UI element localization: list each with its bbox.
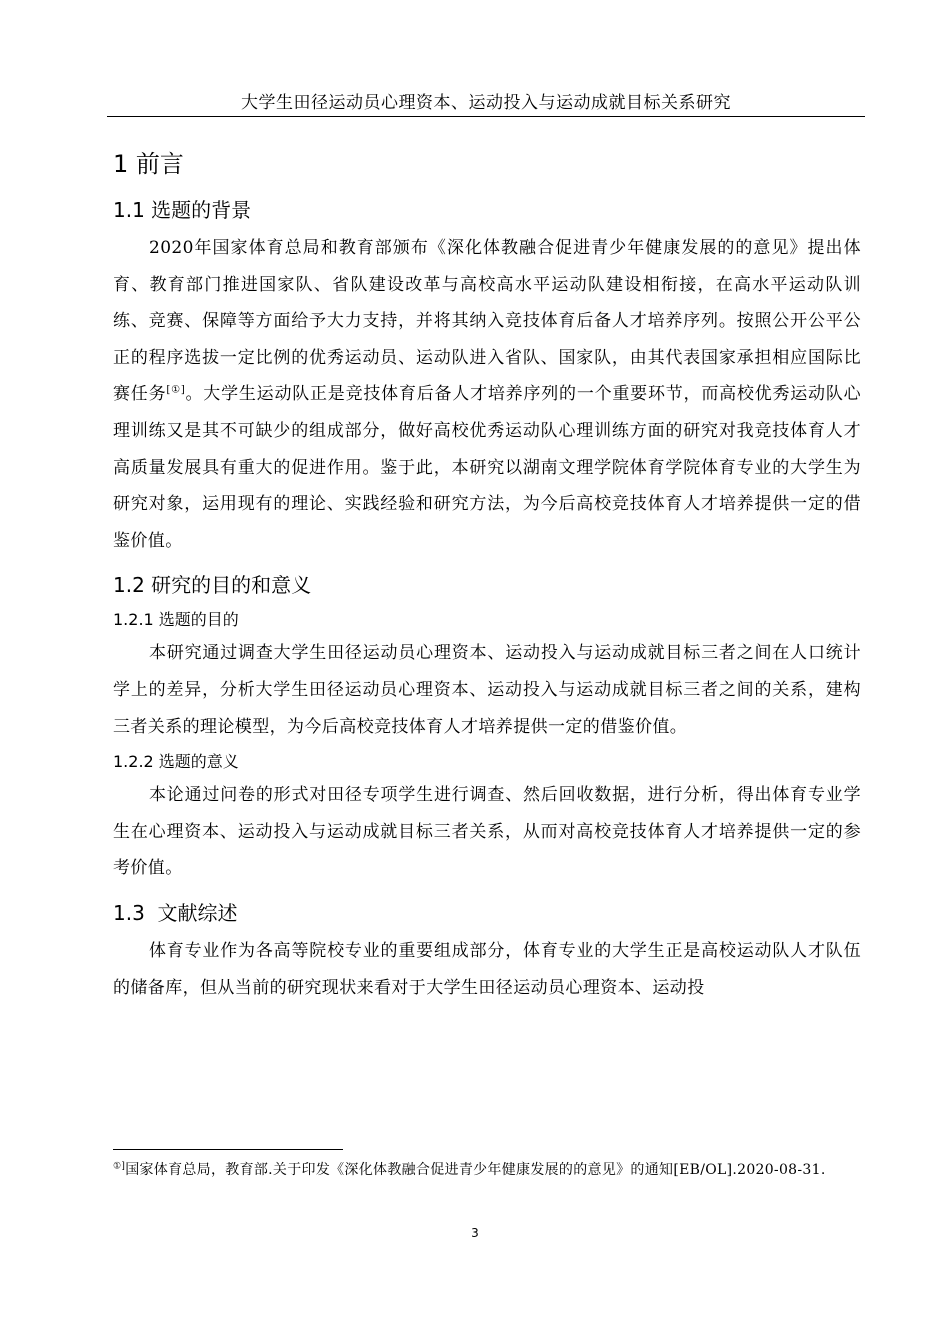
section-heading-1-3: 1.3 文献综述 <box>113 900 238 925</box>
subsection-heading-1-2-1: 1.2.1 选题的目的 <box>113 610 239 630</box>
section-heading-1-1: 1.1 选题的背景 <box>113 198 252 222</box>
background-text-part2: 。大学生运动队正是竞技体育后备人才培养序列的一个重要环节，而高校优秀运动队心理训练又是其不可缺少的组成部分，做好高校优秀运动队心理训练方面的研究对我竞技体育人才高质量发展具有重大的促进作用。鉴于此，本研究以湖南文理学院体育学院体育专业的大学生为研究对象，运用现有的理论、实践经验和研究方法，为今后高校竞技体育人才培养提供一定的借鉴价值。 <box>113 384 862 551</box>
running-header: 大学生田径运动员心理资本、运动投入与运动成就目标关系研究 <box>241 93 731 113</box>
main-content <box>113 142 861 1006</box>
purpose-paragraph: 本研究通过调查大学生田径运动员心理资本、运动投入与运动成就目标三者之间在人口统计学上的差异，分析大学生田径运动员心理资本、运动投入与运动成就目标三者之间的关系，建构三者关系的理论模型，为今后高校竞技体育人才培养提供一定的借鉴价值。 <box>113 643 861 737</box>
footnote-rule <box>113 1149 343 1150</box>
section-heading-1: 1 前言 <box>113 150 184 178</box>
page-number: 3 <box>471 1226 479 1240</box>
footnote-text: 国家体育总局，教育部.关于印发《深化体教融合促进青少年健康发展的的意见》的通知[EB/OL].2020-08-31. <box>125 1162 826 1178</box>
footnote-marker: ①] <box>113 1161 126 1172</box>
header-rule <box>107 116 865 117</box>
citation-marker[interactable]: [①] <box>166 384 186 396</box>
subsection-heading-1-2-2: 1.2.2 选题的意义 <box>113 752 239 772</box>
literature-review-paragraph: 体育专业作为各高等院校专业的重要组成部分，体育专业的大学生正是高校运动队人才队伍的储备库，但从当前的研究现状来看对于大学生田径运动员心理资本、运动投 <box>113 940 861 998</box>
section-heading-1-2: 1.2 研究的目的和意义 <box>113 573 312 598</box>
significance-paragraph: 本论通过问卷的形式对田径专项学生进行调查、然后回收数据，进行分析，得出体育专业学生在心理资本、运动投入与运动成就目标三者关系，从而对高校竞技体育人才培养提供一定的参考价值。 <box>113 785 861 879</box>
footnote <box>113 1156 853 1184</box>
background-paragraph <box>113 230 861 559</box>
background-text-part1: 2020年国家体育总局和教育部颁布《深化体教融合促进青少年健康发展的的意见》提出体育、教育部门推进国家队、省队建设改革与高校高水平运动队建设相衔接，在高水平运动队训练、竞赛、保障等方面给予大力支持，并将其纳入竞技体育后备人才培养序列。按照公开公平公正的程序选拔一定比例的优秀运动员、运动队进入省队、国家队，由其代表国家承担相应国际比赛任务 <box>113 238 861 405</box>
